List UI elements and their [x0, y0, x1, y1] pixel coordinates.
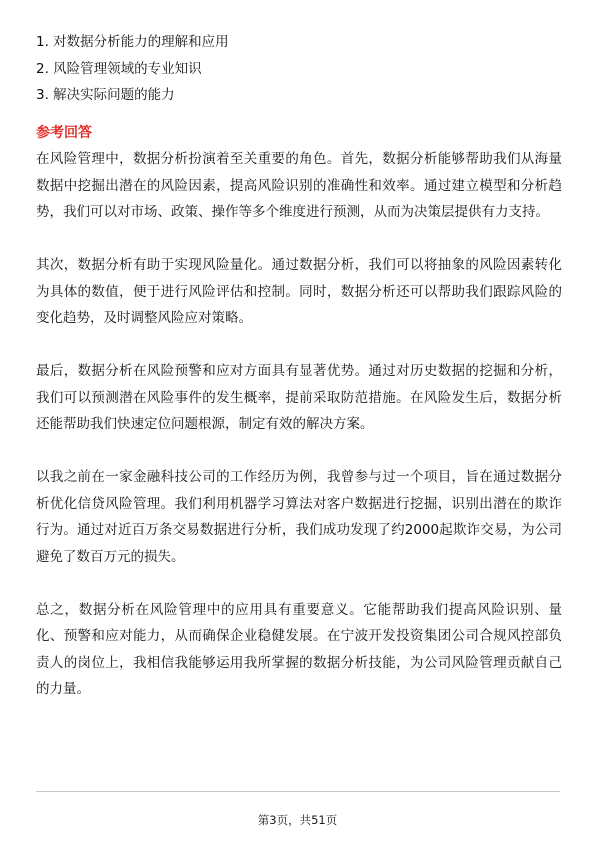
question-item-2: 2. 风险管理领域的专业知识 — [36, 60, 202, 77]
answer-paragraph-3: 最后，数据分析在风险预警和应对方面具有显著优势。通过对历史数据的挖掘和分析，我们可以预测潜在风险事件的发生概率，提前采取防范措施。在风险发生后，数据分析还能帮助我们快速定位问题根源，制定有效的解决方案。 — [36, 363, 562, 432]
footer-divider — [36, 791, 560, 792]
question-item-3: 3. 解决实际问题的能力 — [36, 87, 175, 103]
page-number: 第3页，共51页 — [257, 813, 338, 827]
answer-paragraph-4: 以我之前在一家金融科技公司的工作经历为例，我曾参与过一个项目，旨在通过数据分析优化信贷风险管理。我们利用机器学习算法对客户数据进行挖掘，识别出潜在的欺诈行为。通过对近百万条交易数据进行分析，我们成功发现了约2000起欺诈交易，为公司避免了数百万元的损失。 — [36, 469, 562, 565]
answer-paragraph-2: 其次，数据分析有助于实现风险量化。通过数据分析，我们可以将抽象的风险因素转化为具体的数值，便于进行风险评估和控制。同时，数据分析还可以帮助我们跟踪风险的变化趋势，及时调整风险应对策略。 — [36, 257, 562, 326]
answer-paragraph-1: 在风险管理中，数据分析扮演着至关重要的角色。首先，数据分析能够帮助我们从海量数据中挖掘出潜在的风险因素，提高风险识别的准确性和效率。通过建立模型和分析趋势，我们可以对市场、政策、操作等多个维度进行预测，从而为决策层提供有力支持。 — [36, 151, 562, 220]
answer-body — [36, 146, 562, 729]
question-list — [36, 33, 561, 113]
answer-heading: 参考回答 — [36, 125, 92, 141]
answer-paragraph-5: 总之，数据分析在风险管理中的应用具有重要意义。它能帮助我们提高风险识别、量化、预警和应对能力，从而确保企业稳健发展。在宁波开发投资集团公司合规风控部负责人的岗位上，我相信我能够运用我所掌握的数据分析技能，为公司风险管理贡献自己的力量。 — [36, 601, 562, 697]
question-item-1: 1. 对数据分析能力的理解和应用 — [36, 34, 229, 50]
